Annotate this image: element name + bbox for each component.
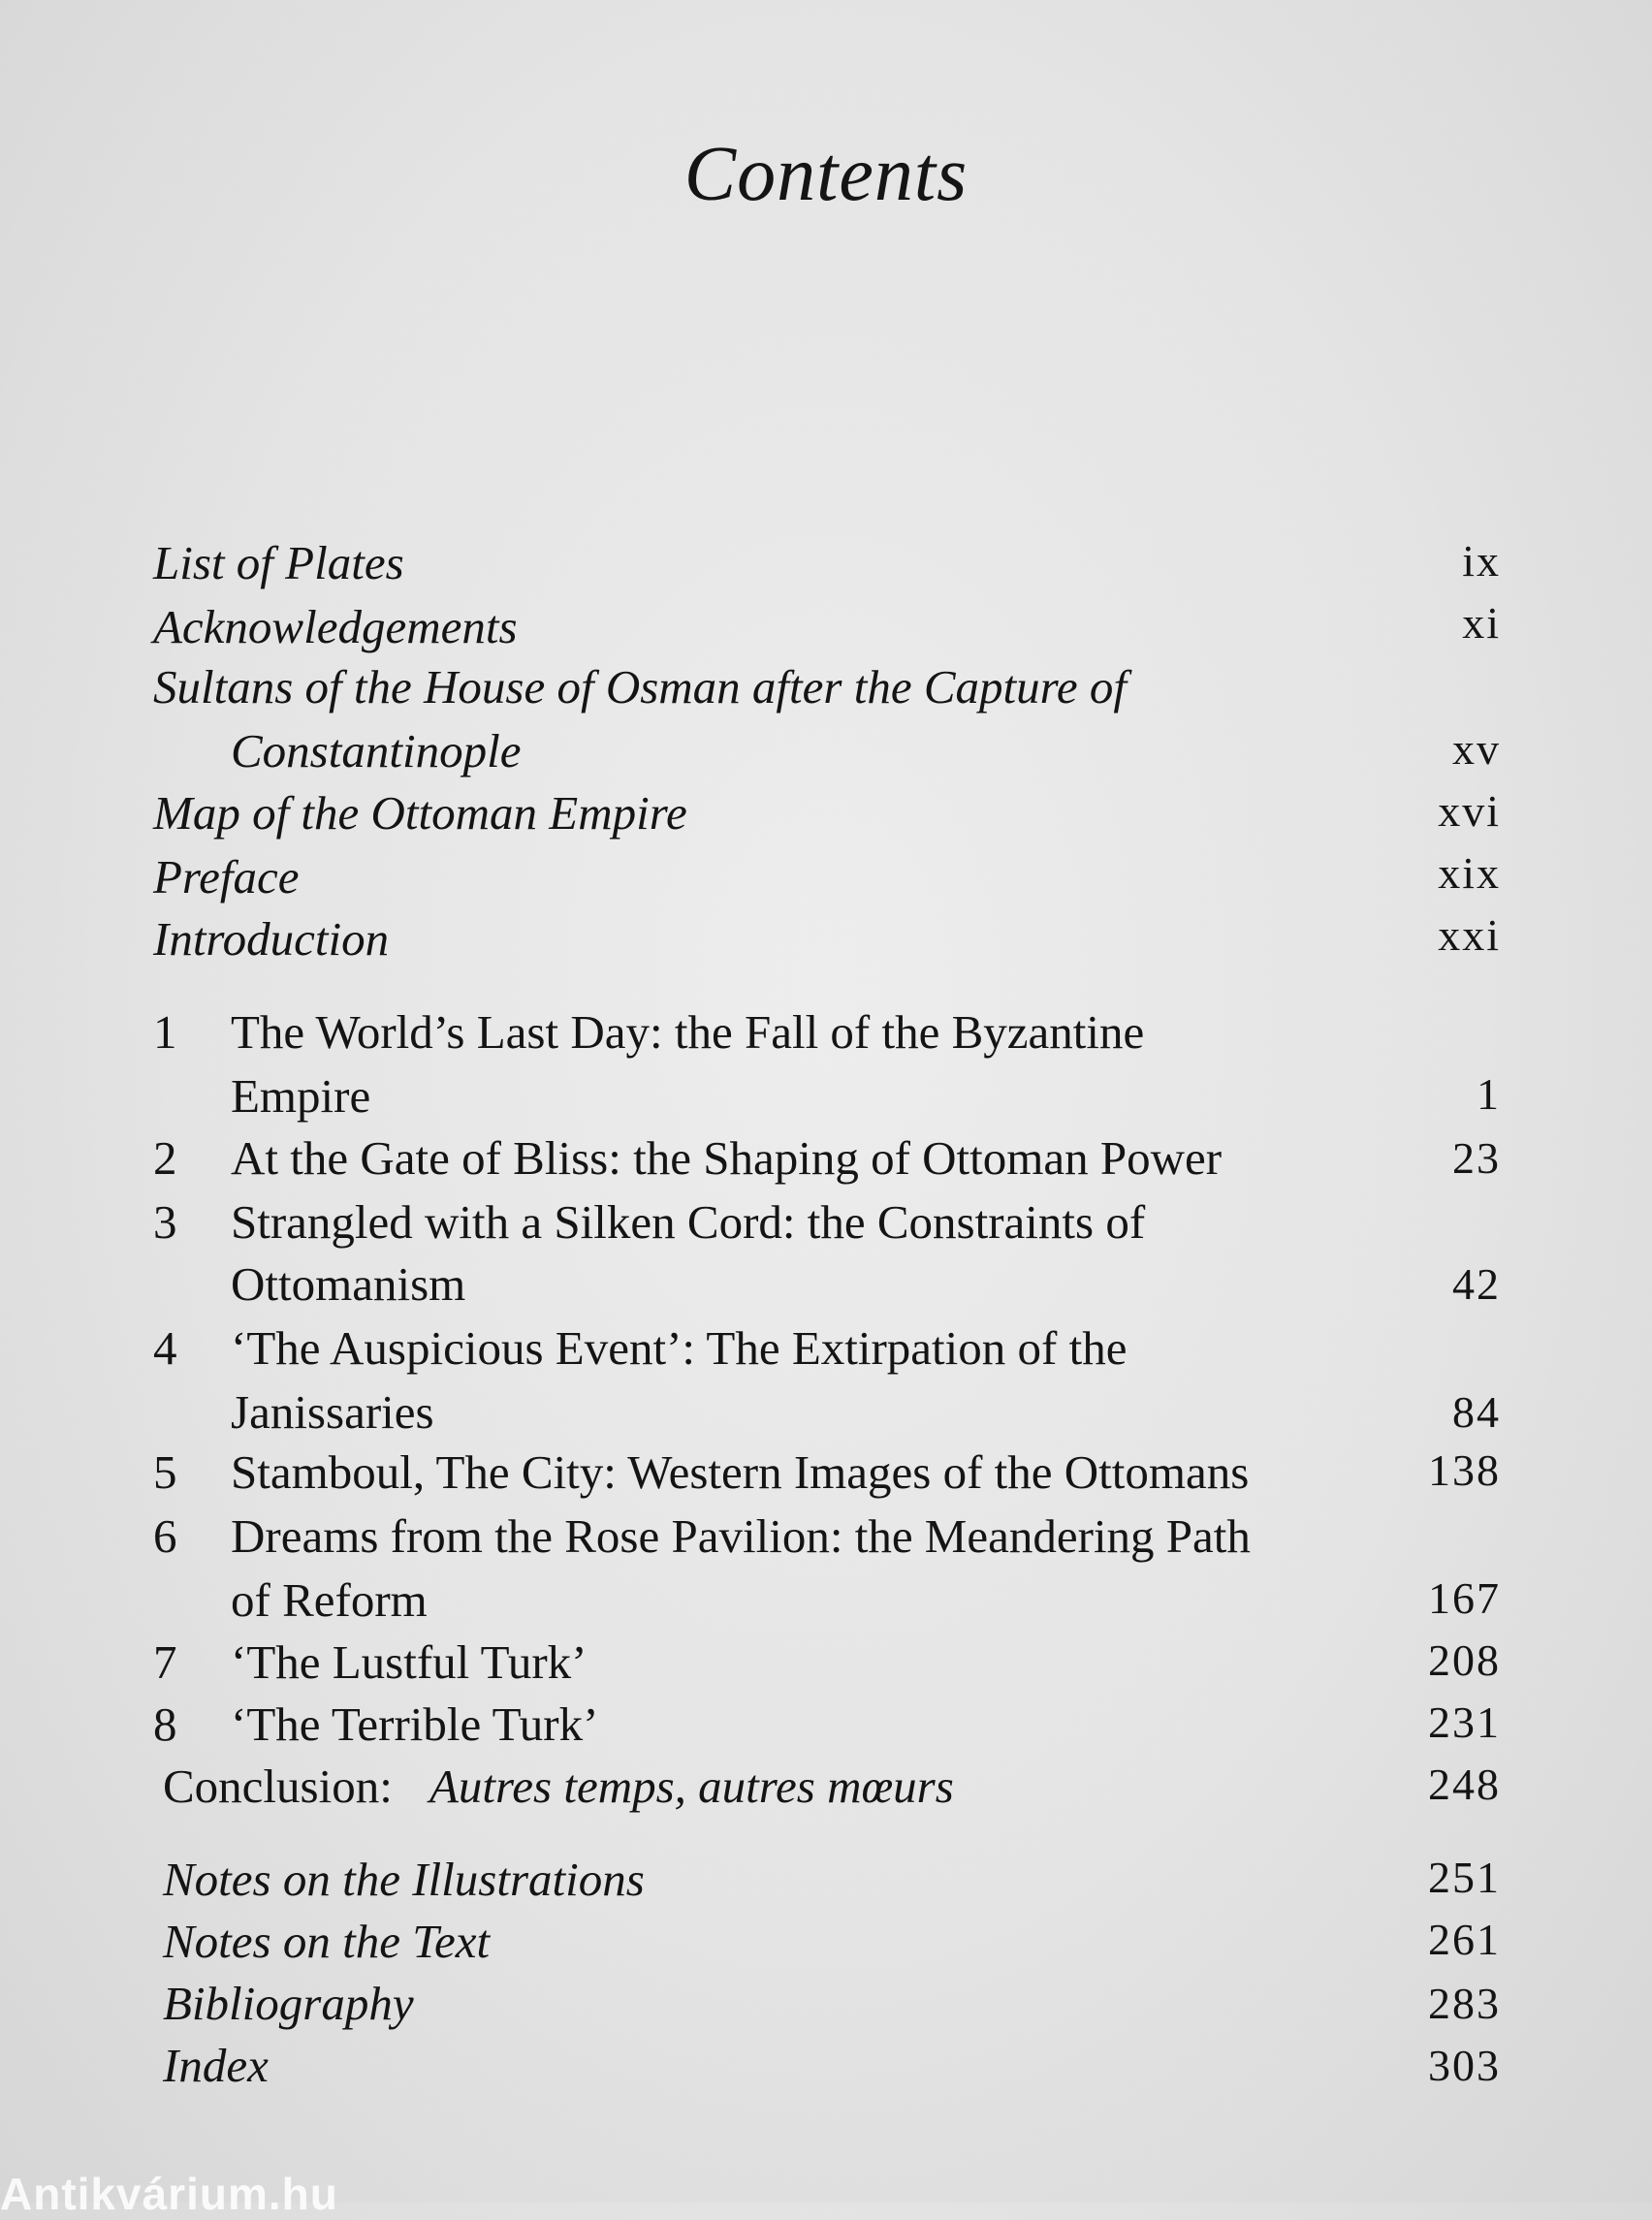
page-title: Contents	[683, 132, 969, 217]
watermark: Antikvárium.hu	[0, 2169, 338, 2219]
chapter-title: The World’s Last Day: the Fall of the Byzantine	[231, 1005, 1145, 1059]
chapter-number: 4	[153, 1321, 177, 1375]
chapter-number: 1	[153, 1005, 177, 1059]
toc-entry-title: Introduction	[153, 912, 390, 966]
chapter-page: 42	[1452, 1259, 1501, 1309]
toc-entry-page: xi	[1462, 598, 1501, 648]
toc-entry-page: xv	[1452, 724, 1501, 774]
chapter-title: Stamboul, The City: Western Images of the Ottomans	[231, 1445, 1250, 1499]
chapter-entry	[0, 1316, 1652, 1380]
chapter-page: 231	[1428, 1697, 1501, 1747]
toc-entry-page: 303	[1428, 2041, 1501, 2090]
chapter-title: Strangled with a Silken Cord: the Constraints of	[231, 1195, 1146, 1249]
toc-entry-title: Index	[163, 2039, 269, 2092]
toc-entry-page: 283	[1428, 1979, 1501, 2028]
chapter-page: 84	[1452, 1387, 1501, 1437]
chapter-page: 167	[1428, 1573, 1501, 1623]
chapter-page: 208	[1428, 1635, 1501, 1685]
toc-entry-title: Preface	[153, 850, 300, 904]
chapter-title: ‘The Lustful Turk’	[231, 1635, 588, 1689]
chapter-number: 7	[153, 1635, 177, 1689]
conclusion-page: 248	[1428, 1760, 1501, 1809]
chapter-title: At the Gate of Bliss: the Shaping of Ottoman Power	[231, 1131, 1223, 1185]
chapter-title: ‘The Terrible Turk’	[231, 1697, 599, 1751]
chapter-entry	[0, 1126, 1652, 1190]
chapter-page: 1	[1477, 1069, 1501, 1119]
toc-entry-title-cont: Constantinople	[231, 724, 522, 777]
chapter-page: 138	[1428, 1445, 1501, 1495]
toc-entry-title: Sultans of the House of Osman after the Capture of	[153, 660, 1127, 714]
conclusion-italic-title: Autres temps, autres mœurs	[429, 1760, 954, 1813]
toc-entry-title: Notes on the Text	[163, 1915, 491, 1968]
chapter-number: 5	[153, 1445, 177, 1499]
toc-entry-page: 261	[1428, 1915, 1501, 1964]
toc-entry-title: Notes on the Illustrations	[163, 1853, 645, 1906]
chapter-number: 8	[153, 1697, 177, 1751]
chapter-entry	[0, 1631, 1652, 1695]
toc-entry-title: Acknowledgements	[153, 600, 518, 653]
toc-entry-page: 251	[1428, 1853, 1501, 1902]
chapter-entry	[0, 1000, 1652, 1064]
chapter-title-cont: Empire	[231, 1069, 371, 1123]
chapter-number: 3	[153, 1195, 177, 1249]
toc-entry-page: xix	[1438, 848, 1501, 898]
chapter-number: 6	[153, 1509, 177, 1563]
chapter-entry	[0, 1441, 1652, 1505]
chapter-title-cont: of Reform	[231, 1573, 428, 1627]
chapter-entry	[0, 1693, 1652, 1757]
toc-entry-title: Bibliography	[163, 1977, 414, 2030]
chapter-title-cont: Janissaries	[231, 1385, 434, 1439]
chapter-title: ‘The Auspicious Event’: The Extirpation of the	[231, 1321, 1128, 1375]
toc-entry-title: List of Plates	[153, 536, 404, 589]
chapter-entry	[0, 1505, 1652, 1569]
chapter-number: 2	[153, 1131, 177, 1185]
chapter-title: Dreams from the Rose Pavilion: the Meandering Path	[231, 1509, 1251, 1563]
conclusion-label: Conclusion:	[163, 1760, 393, 1813]
toc-entry-title: Map of the Ottoman Empire	[153, 786, 687, 840]
toc-entry-page: xvi	[1438, 786, 1501, 836]
toc-entry-page: ix	[1462, 536, 1501, 586]
toc-entry-page: xxi	[1438, 910, 1501, 960]
chapter-title-cont: Ottomanism	[231, 1257, 466, 1311]
chapter-page: 23	[1452, 1133, 1501, 1183]
chapter-entry	[0, 1190, 1652, 1254]
